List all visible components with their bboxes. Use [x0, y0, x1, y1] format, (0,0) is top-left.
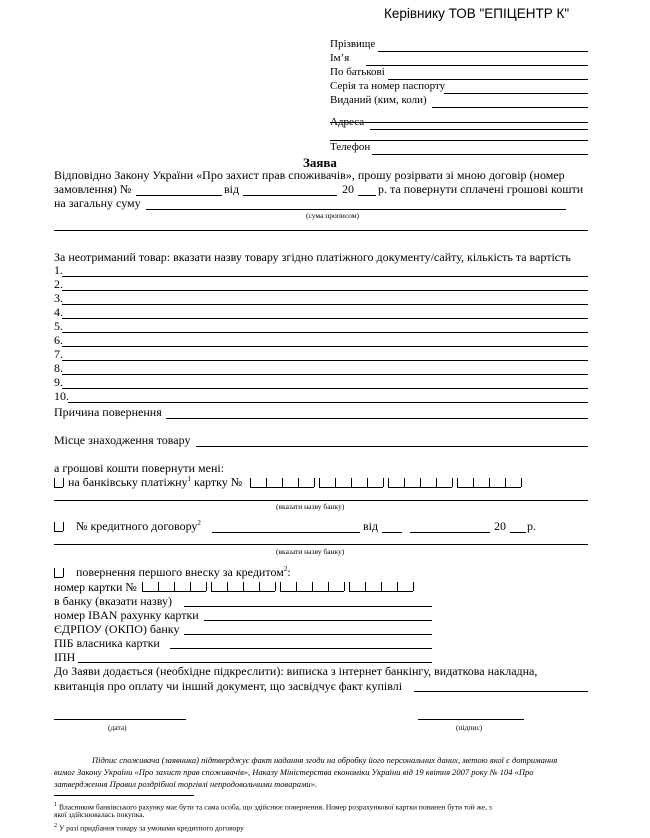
signature-hint: (підпис) [456, 723, 483, 732]
goods-item-number: 9. [54, 375, 63, 389]
first-payment-colon: : [287, 565, 291, 579]
issued-line-2[interactable] [330, 122, 588, 123]
goods-item-line[interactable] [62, 360, 588, 361]
card-label-2: картку № [194, 475, 243, 489]
sum-line-2[interactable] [54, 230, 588, 231]
credit-day-line[interactable] [382, 532, 402, 533]
field-label-address: Адреса [330, 116, 365, 128]
field-label-surname: Прізвище [330, 38, 376, 50]
goods-item-number: 5. [54, 319, 63, 333]
passport-line[interactable] [444, 93, 588, 94]
card-digit-group-end [314, 478, 315, 487]
first-payment-text: повернення першого внеску за кредитом [76, 565, 284, 579]
date-line[interactable] [54, 719, 186, 720]
bank-hint-2: (вказати назву банку) [276, 547, 345, 556]
goods-item-line[interactable] [62, 276, 588, 277]
card-digit-group-end [206, 582, 207, 591]
card-digit-box[interactable] [211, 582, 227, 592]
goods-item-number: 6. [54, 333, 63, 347]
card-digit-box[interactable] [473, 478, 489, 488]
card-digit-box[interactable] [388, 478, 404, 488]
footnote-mark: 2 [283, 565, 288, 573]
card-digit-box[interactable] [489, 478, 505, 488]
field-label-name: Ім’я [330, 52, 350, 64]
intro-year: 20 [342, 182, 354, 196]
credit-year-line[interactable] [510, 532, 526, 533]
card-digit-group-end [344, 582, 345, 591]
address-line[interactable] [370, 129, 588, 130]
footnote-mark: 2 [197, 519, 201, 527]
intro-line-2d: р. та повернути сплачені грошові кошти [378, 182, 584, 196]
location-line[interactable] [196, 446, 588, 447]
goods-item-number: 10. [54, 389, 69, 403]
addressee: Керівнику ТОВ "ЕПІЦЕНТР К" [384, 6, 570, 21]
card-digit-box[interactable] [349, 582, 365, 592]
purchase-doc-line[interactable] [414, 691, 588, 692]
intro-line-2a: замовлення) № [54, 182, 132, 196]
goods-item-number: 8. [54, 361, 63, 375]
card-label: на банківську платіжну [68, 475, 188, 489]
intro-line-1: Відповідно Закону України «Про захист прав споживачів», прошу розірвати зі мною договір (номер [54, 168, 565, 182]
footnote-2 [54, 822, 244, 833]
bank-name-line[interactable] [184, 606, 432, 607]
card-digit-box[interactable] [319, 478, 335, 488]
footnote-mark: 1 [187, 475, 192, 483]
credit-bank-line[interactable] [54, 544, 588, 545]
goods-item-line[interactable] [62, 318, 588, 319]
goods-item-line[interactable] [62, 374, 588, 375]
credit-from: від [363, 519, 379, 533]
refund-heading: а грошові кошти повернути мені: [54, 461, 225, 475]
card-digit-box[interactable] [266, 478, 282, 488]
card-digit-box[interactable] [351, 478, 367, 488]
card-bank-line[interactable] [54, 500, 588, 501]
goods-item-number: 1. [54, 263, 63, 277]
card-digit-box[interactable] [296, 582, 312, 592]
credit-label: № кредитного договору [76, 519, 198, 533]
footnote-text: У разі придбання товару за умовами кредитного договору [59, 823, 244, 833]
card-digit-group-end [275, 582, 276, 591]
surname-line[interactable] [378, 51, 588, 52]
card-digit-group-end [452, 478, 453, 487]
iban-line[interactable] [204, 620, 432, 621]
phone-line[interactable] [372, 154, 588, 155]
card-digit-box[interactable] [397, 582, 413, 592]
field-label-phone: Телефон [330, 141, 371, 153]
goods-heading: За неотриманий товар: вказати назву товару згідно платіжного документу/сайту, кількість та вартість [54, 250, 571, 264]
card-checkbox-edge [63, 478, 64, 487]
reason-label: Причина повернення [54, 405, 162, 419]
attachments-line-2: квитанція про оплату чи інший документ, що засвідчує факт купівлі [54, 679, 403, 693]
card-digit-box[interactable] [298, 478, 314, 488]
footnote-separator [54, 795, 194, 796]
consent-line-2: вимог Закону України «Про захист прав споживачів», Наказу Міністерства економіки України від 19 квітня 2007 року № 104 «Про [54, 767, 534, 777]
card-digit-box[interactable] [328, 582, 344, 592]
goods-item-line[interactable] [62, 332, 588, 333]
goods-item-line[interactable] [62, 304, 588, 305]
card-digit-box[interactable] [365, 582, 381, 592]
attachments-line-1: До Заяви додається (необхідне підкреслити): виписка з інтернет банкінгу, видаткова накладна, [54, 664, 538, 678]
intro-line-3: на загальну суму [54, 196, 141, 210]
owner-line[interactable] [170, 648, 432, 649]
sum-hint: (сума прописом) [306, 211, 359, 220]
bank-name-label: в банку (вказати назву) [54, 594, 172, 608]
location-label: Місце знаходження товару [54, 433, 191, 447]
card-digit-box[interactable] [158, 582, 174, 592]
goods-item-number: 3. [54, 291, 63, 305]
card-digit-box[interactable] [227, 582, 243, 592]
name-line[interactable] [366, 65, 588, 66]
field-label-issued: Виданий (ким, коли) [330, 94, 427, 106]
order-date-line[interactable] [243, 195, 337, 196]
ipn-label: ІПН [54, 650, 76, 664]
first-payment-checkbox[interactable] [54, 568, 63, 578]
goods-item-line[interactable] [62, 346, 588, 347]
owner-label: ПІБ власника картки [54, 636, 160, 650]
footnote-text: Власником банківського рахунку має бути та сама особа, що здійснює повернення. Номер розрахункової картки повинен бути той же, з [59, 802, 492, 812]
document-title: Заява [303, 155, 337, 170]
bank-hint: (вказати назву банку) [276, 502, 345, 511]
first-payment-label [76, 565, 291, 580]
credit-month-line[interactable] [410, 532, 490, 533]
field-label-patronymic: По батькові [330, 66, 385, 78]
card-digit-group-end [413, 582, 414, 591]
card-checkbox[interactable] [54, 478, 63, 488]
edrpou-line[interactable] [184, 634, 432, 635]
card-digit-box[interactable] [250, 478, 266, 488]
goods-item-line[interactable] [62, 388, 588, 389]
card-digit-box[interactable] [312, 582, 328, 592]
credit-number-line[interactable] [212, 532, 360, 533]
credit-year: 20 [494, 519, 506, 533]
goods-item-number: 2. [54, 277, 63, 291]
card-digit-box[interactable] [259, 582, 275, 592]
card-digit-box[interactable] [505, 478, 521, 488]
date-hint: (дата) [108, 723, 127, 732]
card-digit-box[interactable] [142, 582, 158, 592]
card-digit-box[interactable] [282, 478, 298, 488]
card-number-label: номер картки № [54, 580, 137, 594]
footnote-1-cont: якої здійснювалась покупка. [54, 810, 145, 819]
card-digit-box[interactable] [404, 478, 420, 488]
card-digit-box[interactable] [420, 478, 436, 488]
card-digit-box[interactable] [436, 478, 452, 488]
signature-line[interactable] [418, 719, 524, 720]
consent-line-1: Підпис споживача (заявника) підтверджує факт надання згоди на обробку його персональних даних, метою якої є дотримання [92, 755, 558, 765]
edrpou-label: ЄДРПОУ (ОКПО) банку [54, 622, 180, 636]
reason-line[interactable] [166, 418, 588, 419]
credit-checkbox-edge [63, 522, 64, 531]
card-digit-box[interactable] [335, 478, 351, 488]
issued-line[interactable] [432, 107, 588, 108]
footnote-mark: 2 [54, 822, 58, 829]
card-digit-box[interactable] [457, 478, 473, 488]
order-number-line[interactable] [136, 195, 222, 196]
consent-line-3: затвердження Правил роздрібної торгівлі непродовольчими товарами». [54, 779, 317, 789]
card-digit-box[interactable] [381, 582, 397, 592]
intro-line-2b: від [224, 182, 240, 196]
ipn-line[interactable] [78, 662, 432, 663]
first-payment-checkbox-edge [63, 568, 64, 577]
card-digit-box[interactable] [243, 582, 259, 592]
goods-item-line[interactable] [68, 402, 588, 403]
credit-r: р. [527, 519, 536, 533]
goods-item-line[interactable] [62, 290, 588, 291]
iban-label: номер IBAN рахунку картки [54, 608, 199, 622]
goods-item-number: 7. [54, 347, 63, 361]
card-digit-box[interactable] [280, 582, 296, 592]
card-digit-group-end [521, 478, 522, 487]
credit-option-label [76, 519, 201, 534]
field-label-passport: Серія та номер паспорту [330, 80, 446, 92]
order-year-line[interactable] [358, 195, 376, 196]
card-digit-box[interactable] [367, 478, 383, 488]
card-digit-box[interactable] [174, 582, 190, 592]
footnote-mark: 1 [54, 801, 58, 808]
credit-checkbox[interactable] [54, 522, 63, 532]
sum-line[interactable] [146, 209, 566, 210]
card-digit-box[interactable] [190, 582, 206, 592]
card-option-label [68, 475, 242, 490]
card-digit-group-end [383, 478, 384, 487]
goods-item-number: 4. [54, 305, 63, 319]
